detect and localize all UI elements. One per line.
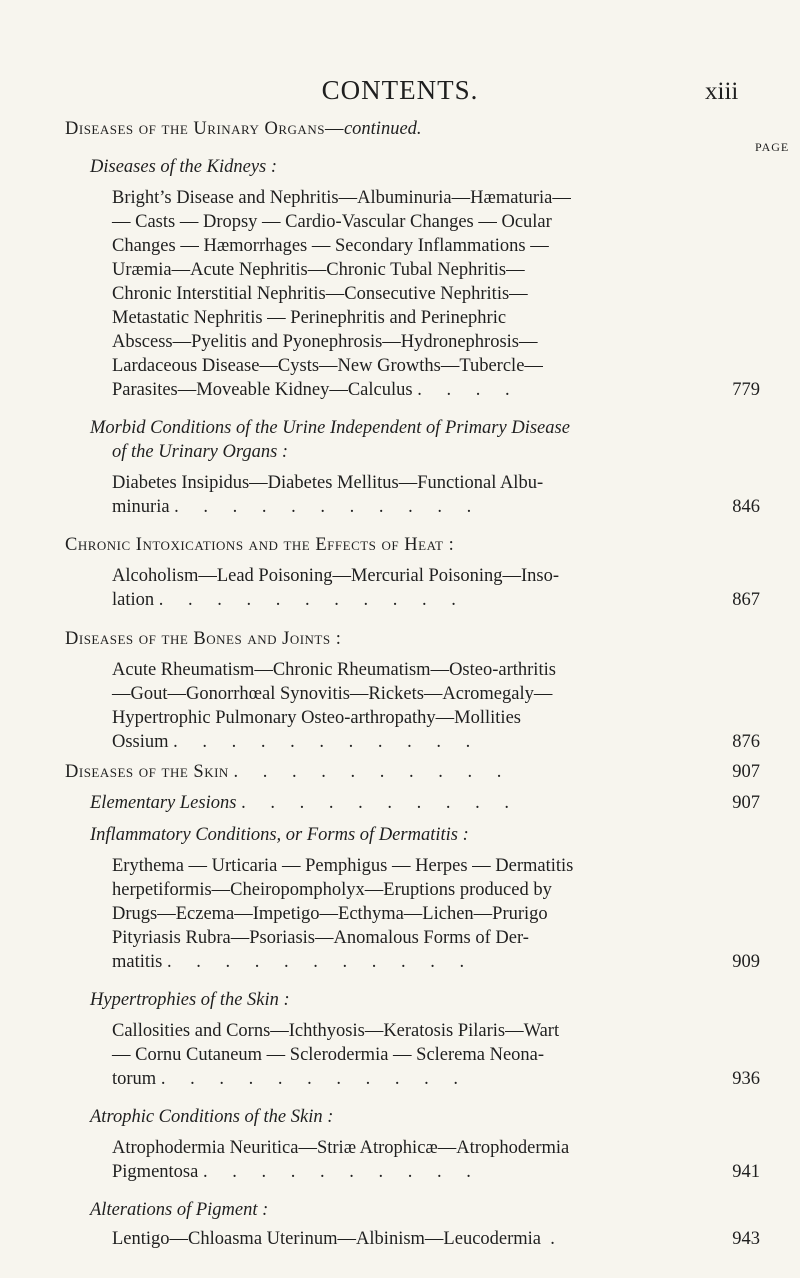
entry-line: Acute Rheumatism—Chronic Rheumatism—Osteo-arthritis bbox=[112, 660, 556, 680]
subheading-atrophic: Atrophic Conditions of the Skin : bbox=[90, 1107, 334, 1127]
page-ref: 907 bbox=[732, 793, 760, 813]
entry-line: lation . . . . . . . . . . . bbox=[112, 590, 466, 610]
entry-line: Drugs—Eczema—Impetigo—Ecthyma—Lichen—Prurigo bbox=[112, 904, 548, 924]
subheading-inflammatory: Inflammatory Conditions, or Forms of Dermatitis : bbox=[90, 825, 469, 845]
page-number: xiii bbox=[705, 78, 739, 105]
dot-leader: . . . . . . . . . . bbox=[241, 793, 519, 813]
entry-line: herpetiformis—Cheiropompholyx—Eruptions produced by bbox=[112, 880, 552, 900]
entry-line: —Gout—Gonorrhœal Synovitis—Rickets—Acromegaly— bbox=[112, 684, 553, 704]
continued-label: continued. bbox=[343, 119, 422, 139]
entry-line: Pityriasis Rubra—Psoriasis—Anomalous Forms of Der- bbox=[112, 928, 529, 948]
page-ref: 909 bbox=[732, 952, 760, 972]
entry-line: Ossium . . . . . . . . . . . bbox=[112, 732, 481, 752]
page-ref: 846 bbox=[732, 497, 760, 517]
entry-line: Parasites—Moveable Kidney—Calculus . . . . bbox=[112, 380, 520, 400]
subheading-morbid: Morbid Conditions of the Urine Independent of Primary Disease bbox=[90, 418, 570, 438]
section-heading-intoxications: Chronic Intoxications and the Effects of Heat : bbox=[65, 535, 455, 555]
entry-line: Changes — Hæmorrhages — Secondary Inflammations — bbox=[112, 236, 549, 256]
entry-line: Erythema — Urticaria — Pemphigus — Herpes — Dermatitis bbox=[112, 856, 574, 876]
subheading-hypertrophies: Hypertrophies of the Skin : bbox=[90, 990, 290, 1010]
page-ref: 876 bbox=[732, 732, 760, 752]
page-ref: 907 bbox=[732, 762, 760, 782]
entry-line: Diabetes Insipidus—Diabetes Mellitus—Functional Albu- bbox=[112, 473, 544, 493]
entry-line: Alcoholism—Lead Poisoning—Mercurial Poisoning—Inso- bbox=[112, 566, 560, 586]
entry-line: minuria . . . . . . . . . . . bbox=[112, 497, 482, 517]
dot-leader: . . . . . . . . . . . bbox=[174, 497, 482, 517]
entry-line: Abscess—Pyelitis and Pyonephrosis—Hydronephrosis— bbox=[112, 332, 538, 352]
entry-line: — Casts — Dropsy — Cardio-Vascular Changes — Ocular bbox=[112, 212, 552, 232]
dot-leader: . . . . . . . . . . bbox=[233, 762, 512, 782]
entry-line: Callosities and Corns—Ichthyosis—Keratosis Pilaris—Wart bbox=[112, 1021, 560, 1041]
section-heading-urinary bbox=[65, 117, 422, 141]
entry-line: Uræmia—Acute Nephritis—Chronic Tubal Nephritis— bbox=[112, 260, 525, 280]
dot-leader: . . . . . . . . . . . bbox=[173, 732, 481, 752]
subheading-morbid-cont: of the Urinary Organs : bbox=[112, 442, 289, 462]
entry-line: Chronic Interstitial Nephritis—Consecutive Nephritis— bbox=[112, 284, 528, 304]
subheading-elementary: Elementary Lesions . . . . . . . . . . bbox=[90, 793, 519, 813]
entry-line: matitis . . . . . . . . . . . bbox=[112, 952, 475, 972]
page-ref: 779 bbox=[732, 380, 760, 400]
page-column-label: PAGE bbox=[755, 140, 790, 154]
entry-line: Lentigo—Chloasma Uterinum—Albinism—Leucodermia . bbox=[112, 1229, 555, 1249]
running-title: CONTENTS. bbox=[321, 75, 479, 105]
section-heading-bones: Diseases of the Bones and Joints : bbox=[65, 629, 342, 649]
dot-leader: . . . . . . . . . . . bbox=[167, 952, 475, 972]
entry-line: Atrophodermia Neuritica—Striæ Atrophicæ—Atrophodermia bbox=[112, 1138, 570, 1158]
subheading-pigment: Alterations of Pigment : bbox=[90, 1200, 269, 1220]
dot-leader: . . . . . . . . . . . bbox=[158, 590, 466, 610]
page-ref: 943 bbox=[732, 1229, 760, 1249]
page-ref: 936 bbox=[732, 1069, 760, 1089]
dot-leader: . . . . . . . . . . bbox=[202, 1162, 481, 1182]
page-ref: 867 bbox=[732, 590, 760, 610]
entry-line: Bright’s Disease and Nephritis—Albuminuria—Hæmaturia— bbox=[112, 188, 571, 208]
entry-line: Hypertrophic Pulmonary Osteo-arthropathy—Mollities bbox=[112, 708, 521, 728]
dot-leader: . bbox=[550, 1229, 555, 1249]
entry-line: torum . . . . . . . . . . . bbox=[112, 1069, 468, 1089]
entry-line: Lardaceous Disease—Cysts—New Growths—Tubercle— bbox=[112, 356, 543, 376]
page-ref: 941 bbox=[732, 1162, 760, 1182]
entry-line: — Cornu Cutaneum — Sclerodermia — Sclerema Neona- bbox=[112, 1045, 545, 1065]
section-heading-skin: Diseases of the Skin . . . . . . . . . . bbox=[65, 762, 512, 782]
dot-leader: . . . . bbox=[417, 380, 520, 400]
subheading-kidneys: Diseases of the Kidneys : bbox=[90, 157, 278, 177]
dot-leader: . . . . . . . . . . . bbox=[160, 1069, 468, 1089]
entry-line: Metastatic Nephritis — Perinephritis and Perinephric bbox=[112, 308, 507, 328]
entry-line: Pigmentosa . . . . . . . . . . bbox=[112, 1162, 481, 1182]
heading-text: Diseases of the Urinary Organs— bbox=[65, 119, 344, 139]
